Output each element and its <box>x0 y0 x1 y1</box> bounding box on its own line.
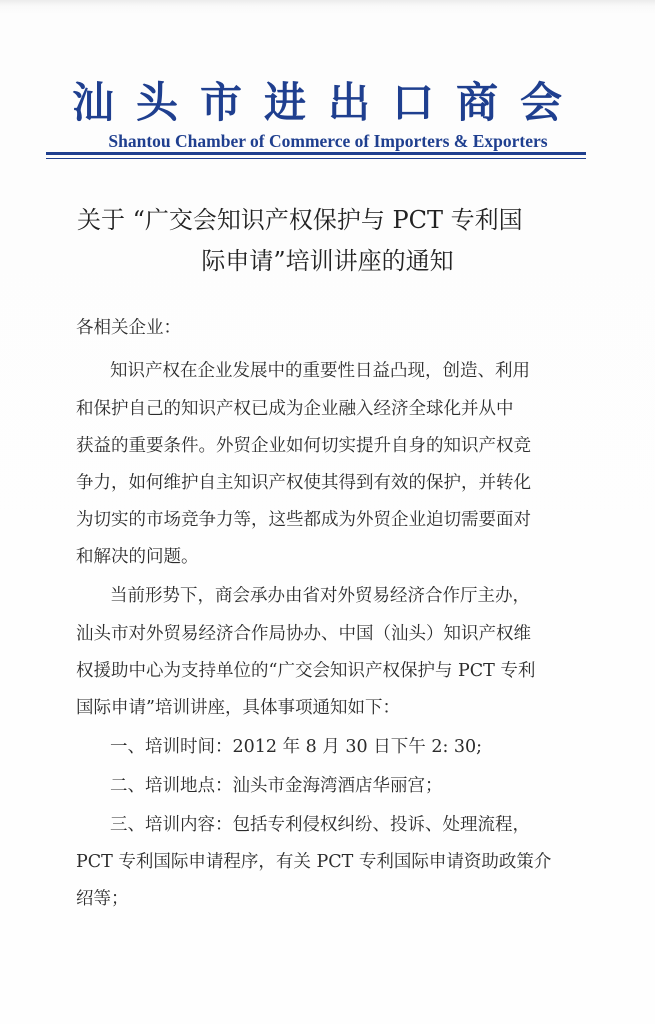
paragraph-1-line: 知识产权在企业发展中的重要性日益凸现，创造、利用 <box>110 361 530 381</box>
paragraph-1-line: 争力，如何维护自主知识产权使其得到有效的保护，并转化 <box>76 473 531 493</box>
notice-title-line-1: 关于 “广交会知识产权保护与 PCT 专利国 <box>77 206 523 234</box>
paragraph-1-line: 和解决的问题。 <box>76 547 199 567</box>
item-training-content-line-3: 绍等； <box>76 889 129 909</box>
org-name-en: Shantou Chamber of Commerce of Importers & Exporters <box>108 131 548 151</box>
paragraph-2-line: 权援助中心为支持单位的“广交会知识产权保护与 PCT 专利 <box>76 661 536 681</box>
item-training-content: 三、培训内容：包括专利侵权纠纷、投诉、处理流程， <box>110 815 530 835</box>
letterhead-rule-thick <box>46 152 586 155</box>
item-training-content-line-2: PCT 专利国际申请程序，有关 PCT 专利国际申请资助政策介 <box>76 852 552 872</box>
notice-title-line-2: 际申请”培训讲座的通知 <box>201 247 454 275</box>
paragraph-2-line: 汕头市对外贸易经济合作局协办、中国（汕头）知识产权维 <box>76 624 531 644</box>
paragraph-1-line: 和保护自己的知识产权已成为企业融入经济全球化并从中 <box>76 399 514 419</box>
org-name-cn: 汕头市进出口商会 <box>72 78 585 127</box>
paragraph-1-line: 获益的重要条件。外贸企业如何切实提升自身的知识产权竞 <box>76 436 531 456</box>
item-training-place: 二、培训地点：汕头市金海湾酒店华丽宫； <box>110 776 443 796</box>
paragraph-2-line: 国际申请”培训讲座，具体事项通知如下： <box>76 698 400 718</box>
item-training-time: 一、培训时间：2012 年 8 月 30 日下午 2: 30; <box>110 737 483 757</box>
paragraph-2-line: 当前形势下，商会承办由省对外贸易经济合作厅主办， <box>110 586 530 606</box>
paragraph-1-line: 为切实的市场竞争力等，这些都成为外贸企业迫切需要面对 <box>76 510 531 530</box>
salutation: 各相关企业： <box>76 318 181 338</box>
letterhead-rule-thin <box>46 158 586 159</box>
